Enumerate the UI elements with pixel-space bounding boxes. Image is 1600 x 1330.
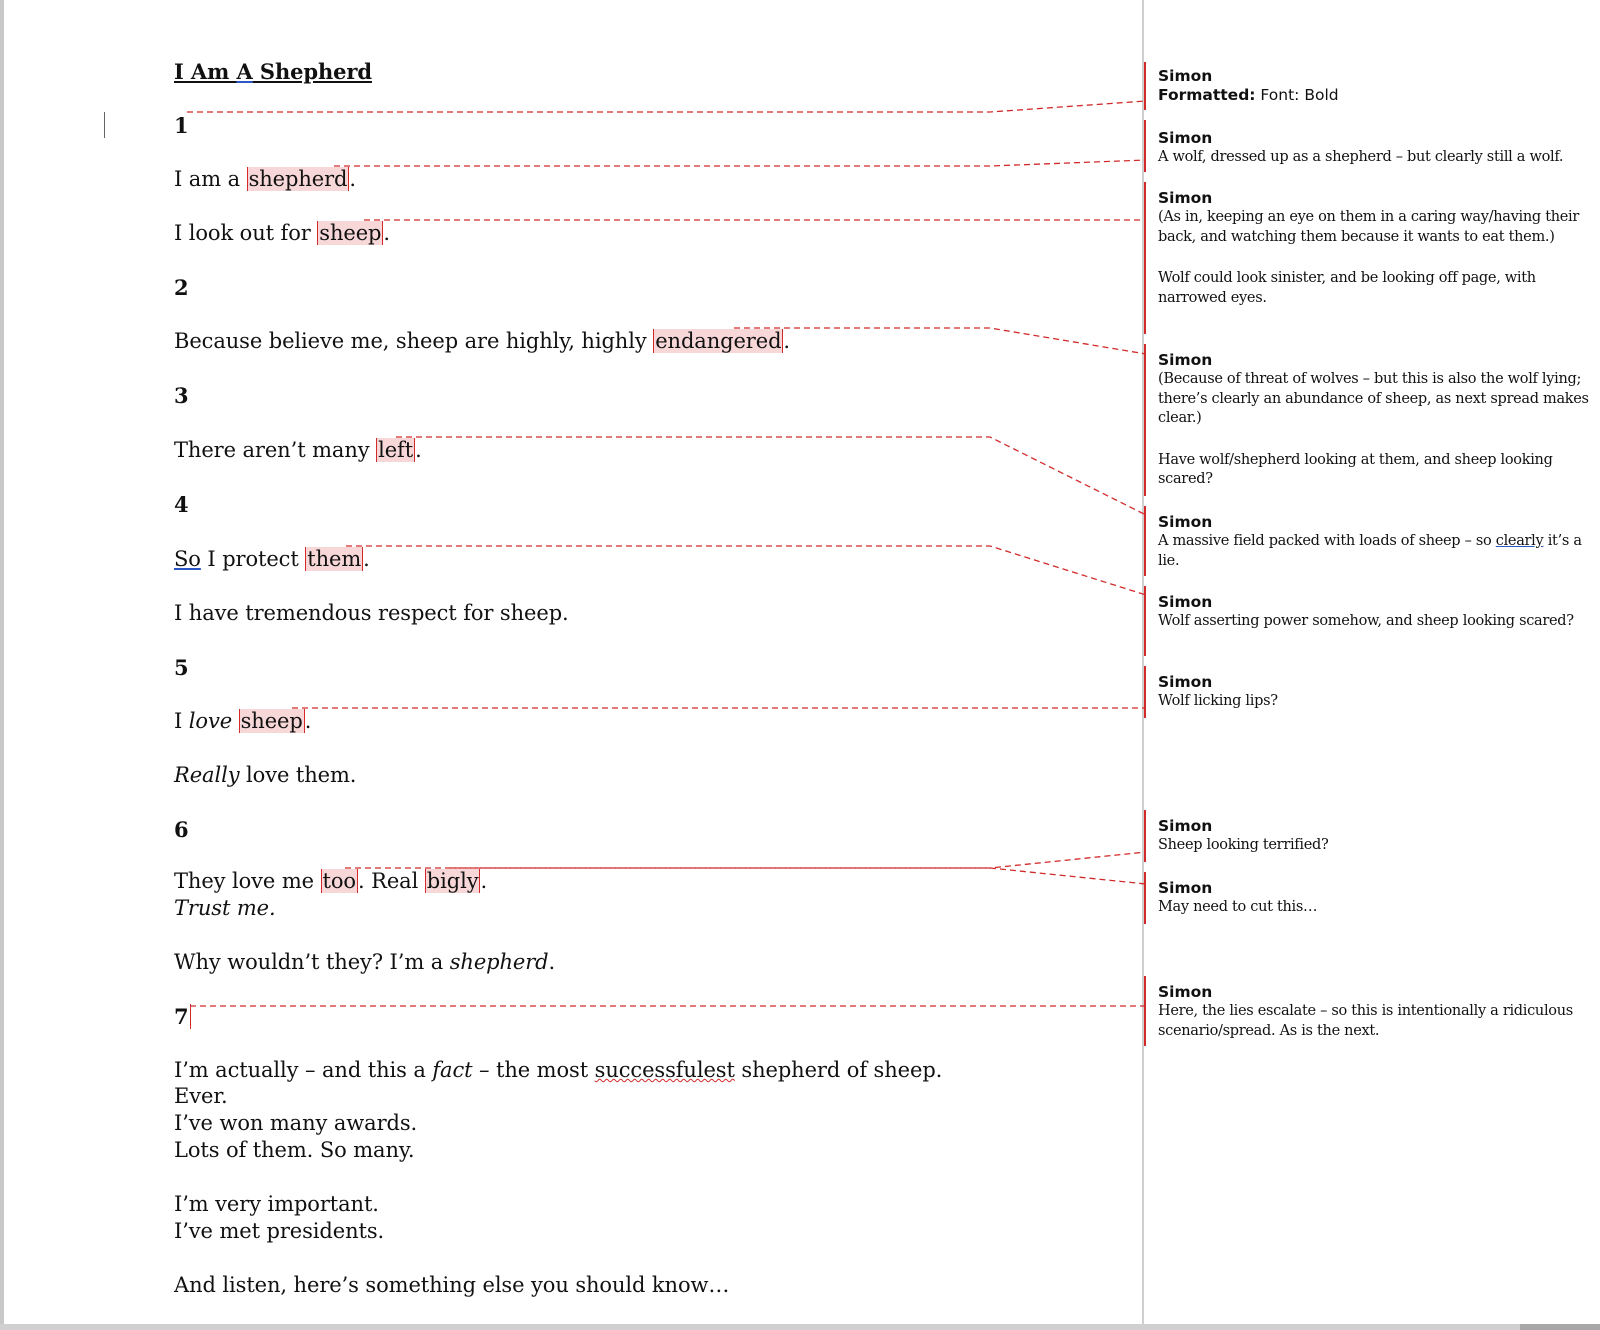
comment-text: Have wolf/shepherd looking at them, and sheep looking scared? — [1158, 451, 1553, 487]
comment-format-label: Formatted: — [1158, 86, 1256, 104]
comment-balloon[interactable] — [1158, 816, 1598, 856]
comment-bar — [1144, 810, 1146, 862]
comment-anchor[interactable]: endangered — [655, 329, 782, 353]
comment-text: (As in, keeping an eye on them in a caring way/having their back, and watching them because it wants to eat them.) — [1158, 209, 1580, 245]
text-line: Why wouldn’t they? I’m a shepherd. — [174, 950, 556, 974]
comment-author: Simon — [1158, 983, 1213, 1001]
comment-anchor[interactable]: too — [322, 869, 356, 893]
connector-6 — [346, 546, 1146, 595]
comment-anchor[interactable]: bigly — [426, 869, 479, 893]
comment-author: Simon — [1158, 879, 1213, 897]
text-line: I have tremendous respect for sheep. — [174, 601, 569, 625]
comment-text: A massive field packed with loads of sheep – so clearly it’s a lie. — [1158, 533, 1582, 569]
connector-2 — [334, 160, 1146, 166]
inserted-text: So — [174, 547, 201, 571]
comment-balloon[interactable] — [1158, 128, 1598, 168]
comment-balloon[interactable] — [1158, 66, 1598, 106]
text-line: Lots of them. So many. — [174, 1138, 415, 1162]
comment-text: A wolf, dressed up as a shepherd – but clearly still a wolf. — [1158, 149, 1564, 165]
comment-author: Simon — [1158, 67, 1213, 85]
title-part: Shepherd — [252, 59, 372, 84]
section-number-3: 3 — [174, 383, 189, 408]
comment-text: Font: Bold — [1255, 86, 1339, 104]
comment-anchor-marker[interactable] — [190, 1004, 191, 1029]
text-line: So I protect them. — [174, 547, 370, 571]
comment-balloon[interactable] — [1158, 350, 1598, 490]
document-title — [174, 58, 372, 86]
section-number-1: 1 — [174, 113, 189, 138]
comment-bar — [1144, 62, 1146, 110]
comment-bar — [1144, 120, 1146, 172]
comment-author: Simon — [1158, 673, 1213, 691]
comment-balloon[interactable] — [1158, 982, 1598, 1041]
comment-author: Simon — [1158, 189, 1213, 207]
comment-balloon[interactable] — [1158, 672, 1598, 712]
comment-bar — [1144, 976, 1146, 1046]
text-line: They love me too. Real bigly. — [174, 869, 488, 893]
connector-1 — [187, 101, 1146, 112]
horizontal-scrollbar[interactable] — [0, 1324, 1600, 1330]
title-part: I Am — [174, 59, 237, 84]
text-line: I’m very important. — [174, 1192, 379, 1216]
text-line: I am a shepherd. — [174, 167, 356, 191]
comment-anchor[interactable]: sheep — [319, 221, 382, 245]
comment-bar — [1144, 872, 1146, 924]
comment-author: Simon — [1158, 351, 1213, 369]
comment-bar — [1144, 586, 1146, 656]
text-line: And listen, here’s something else you should know… — [174, 1273, 730, 1297]
section-number-6: 6 — [174, 817, 189, 842]
text-line: I love sheep. — [174, 709, 312, 733]
comment-text: May need to cut this… — [1158, 899, 1318, 915]
text-cursor — [104, 112, 105, 138]
comment-bar — [1144, 506, 1146, 576]
page-left-edge — [0, 0, 4, 1330]
comment-author: Simon — [1158, 129, 1213, 147]
text-line: Trust me. — [174, 896, 276, 920]
text-line: Ever. — [174, 1084, 228, 1108]
comment-text: Wolf licking lips? — [1158, 693, 1278, 709]
comment-anchor[interactable]: sheep — [240, 709, 303, 733]
section-number-4: 4 — [174, 492, 189, 517]
comment-text: Wolf asserting power somehow, and sheep looking scared? — [1158, 613, 1574, 629]
comment-balloon[interactable] — [1158, 592, 1598, 632]
connector-8 — [345, 852, 1146, 868]
comment-text: (Because of threat of wolves – but this is also the wolf lying; there’s clearly an abundance of sheep, as next spread makes clear.) — [1158, 371, 1589, 426]
comment-author: Simon — [1158, 817, 1213, 835]
scrollbar-thumb[interactable] — [1520, 1324, 1600, 1330]
comment-balloon[interactable] — [1158, 878, 1598, 918]
text-line: There aren’t many left. — [174, 438, 422, 462]
comment-text: Wolf could look sinister, and be looking off page, with narrowed eyes. — [1158, 270, 1536, 306]
comment-anchor[interactable]: them — [307, 547, 362, 571]
comment-anchor[interactable]: left — [378, 438, 414, 462]
comment-text: Here, the lies escalate – so this is intentionally a ridiculous scenario/spread. As is the next. — [1158, 1003, 1573, 1039]
text-line: Because believe me, sheep are highly, highly endangered. — [174, 329, 790, 353]
comment-bar — [1144, 344, 1146, 496]
connector-5 — [396, 437, 1146, 515]
connector-4 — [734, 328, 1146, 354]
comment-anchor[interactable]: shepherd — [248, 167, 348, 191]
comment-bar — [1144, 666, 1146, 718]
comment-balloon[interactable] — [1158, 188, 1598, 308]
text-line: Really love them. — [174, 763, 357, 787]
text-line: I’ve met presidents. — [174, 1219, 385, 1243]
comment-text: Sheep looking terrified? — [1158, 837, 1329, 853]
comment-author: Simon — [1158, 593, 1213, 611]
comment-balloon[interactable] — [1158, 512, 1598, 571]
section-number-2: 2 — [174, 275, 189, 300]
text-line: I’ve won many awards. — [174, 1111, 418, 1135]
connector-9 — [450, 868, 1146, 884]
section-number-5: 5 — [174, 655, 189, 680]
spelling-error[interactable]: successfulest — [594, 1058, 735, 1082]
text-line: I’m actually – and this a fact – the most successfulest shepherd of sheep. — [174, 1058, 943, 1082]
comment-author: Simon — [1158, 513, 1213, 531]
comment-bar — [1144, 182, 1146, 334]
section-number-7: 7 — [174, 1004, 189, 1029]
text-line: I look out for sheep. — [174, 221, 390, 245]
title-inserted-part: A — [236, 59, 253, 84]
